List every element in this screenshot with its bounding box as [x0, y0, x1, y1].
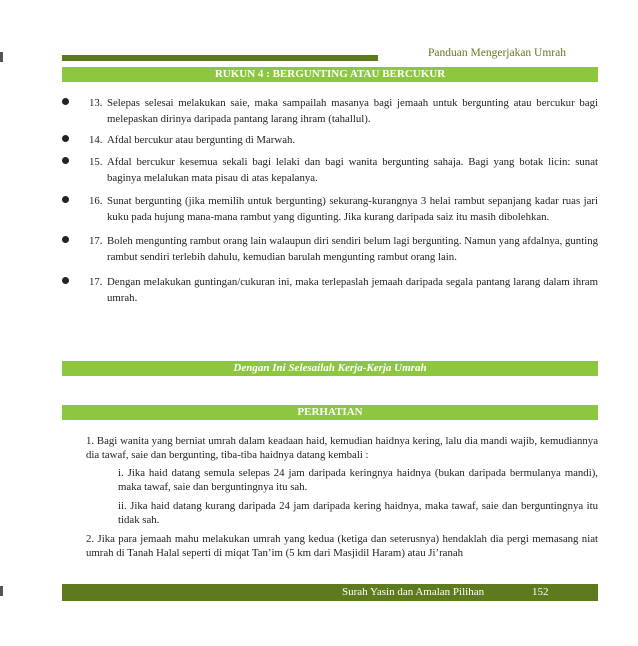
item-number: 17. [89, 235, 103, 247]
bullet-icon [62, 236, 69, 243]
note-paragraph-1: 1. Bagi wanita yang berniat umrah dalam keadaan haid, kemudian haidnya kering, lalu dia mandi wajib, kemudiannya dia tawaf, saie dan bergunting, tiba-tiba haidnya datang kembali : [86, 435, 598, 461]
closing-bar: Dengan Ini Selesailah Kerja-Kerja Umrah [62, 361, 598, 376]
footer-title: Surah Yasin dan Amalan Pilihan [342, 586, 485, 598]
section-title-bar: RUKUN 4 : BERGUNTING ATAU BERCUKUR [62, 67, 598, 82]
page-number: 152 [532, 586, 549, 598]
header-rule [62, 55, 378, 61]
item-number: 13. [89, 97, 103, 109]
item-text: Dengan melakukan guntingan/cukuran ini, maka terlepaslah jemaah daripada segala pantang larang dalam ihram umrah. [107, 276, 598, 304]
crop-mark-top [0, 52, 3, 62]
item-number: 17. [89, 276, 103, 288]
bullet-icon [62, 196, 69, 203]
crop-mark-bottom [0, 586, 3, 596]
bullet-icon [62, 277, 69, 284]
header-title: Panduan Mengerjakan Umrah [428, 47, 566, 59]
item-text: Selepas selesai melakukan saie, maka sampailah masanya bagi jemaah untuk bergunting atau bercukur bagi melepaskan dirinya daripada pantang larang ihram (tahallul). [107, 97, 598, 125]
item-number: 14. [89, 134, 103, 146]
item-text: Sunat bergunting (jika memilih untuk bergunting) sekurang-kurangnya 3 helai rambut sepanjang kadar ruas jari kuku pada hujung mana-mana rambut yang digunting. Jika kurang daripada saiz itu masih dibolehkan. [107, 195, 598, 223]
note-sub-ii: ii. Jika haid datang kurang daripada 24 jam daripada kering haidnya, maka tawaf, saie dan berguntingnya itu tidak sah. [118, 500, 598, 526]
footer-bar [62, 584, 598, 601]
perhatian-title-bar: PERHATIAN [62, 405, 598, 420]
note-paragraph-2: 2. Jika para jemaah mahu melakukan umrah yang kedua (ketiga dan seterusnya) hendaklah dia pergi memasang niat umrah di Tanah Halal seperti di miqat Tan’im (5 km dari Masjidil Haram) atau Ji’ranah [86, 533, 598, 559]
item-text: Boleh mengunting rambut orang lain walaupun diri sendiri belum lagi bergunting. Namun yang afdalnya, gunting rambut sendiri terlebih dahulu, kemudian barulah mengunting rambut orang lain. [107, 235, 598, 263]
item-text: Afdal bercukur atau bergunting di Marwah. [107, 134, 296, 146]
note-sub-i: i. Jika haid datang semula selepas 24 jam daripada keringnya haidnya (bukan daripada bermulanya mandi), maka tawaf, saie dan berguntingnya itu sah. [118, 467, 598, 493]
item-number: 15. [89, 156, 103, 168]
bullet-icon [62, 157, 69, 164]
bullet-icon [62, 98, 69, 105]
bullet-icon [62, 135, 69, 142]
item-number: 16. [89, 195, 103, 207]
item-text: Afdal bercukur kesemua sekali bagi lelaki dan bagi wanita bergunting sahaja. Bagi yang botak licin: sunat baginya melalukan mata pisau di atas kepalanya. [107, 156, 598, 184]
